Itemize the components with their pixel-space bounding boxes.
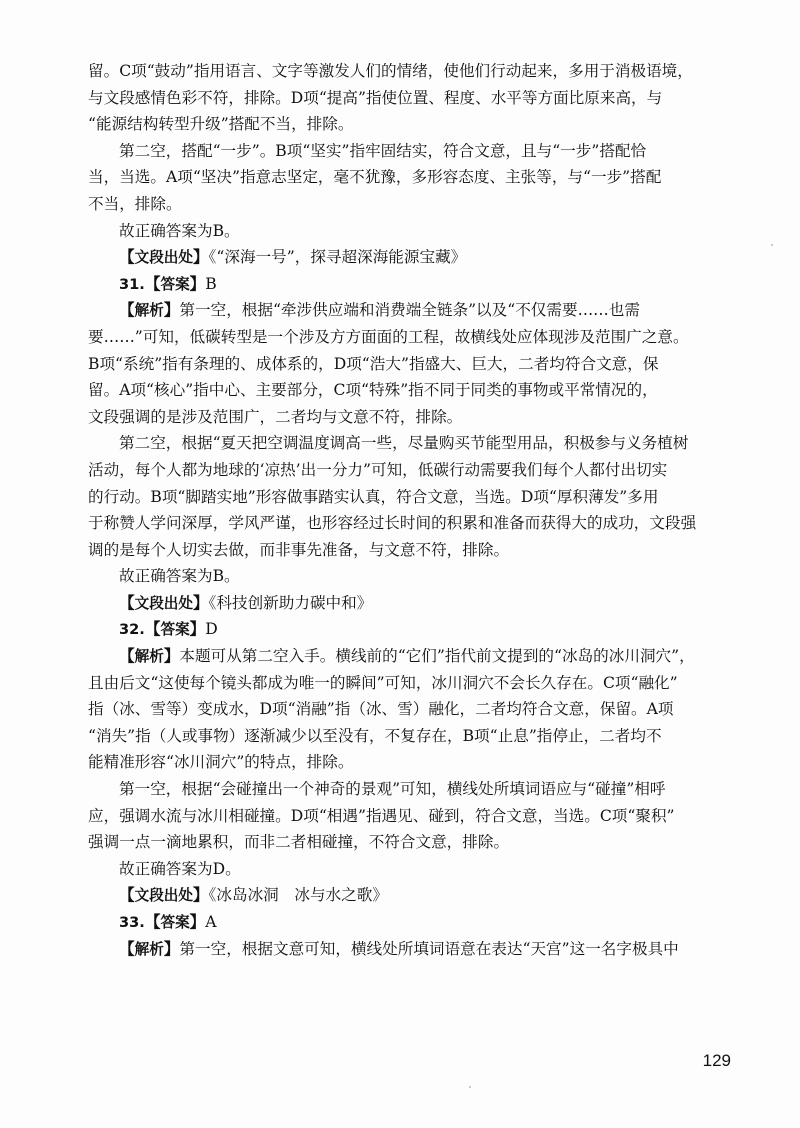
analysis-line-31: [88, 297, 716, 324]
answer-line-32: [88, 616, 716, 643]
source-title: 《科技创新助力碳中和》: [208, 593, 373, 612]
body-text: [88, 58, 716, 962]
text-line: “能源结构转型升级”搭配不当，排除。: [88, 115, 354, 134]
close-bracket: 】: [163, 647, 180, 666]
source-label: 文段出处: [134, 249, 193, 267]
answer-value: A: [205, 913, 217, 931]
text-line: 故正确答案为B。: [119, 567, 240, 586]
analysis-label: 解析: [134, 648, 164, 666]
answer-line-33: [88, 909, 716, 936]
text-line: 与文段感情色彩不符，排除。D项“提高”指使位置、程度、水平等方面比原来高，与: [88, 88, 663, 107]
text-line: 活动，每个人都为地球的‘凉热’出一分力”可知，低碳行动需要我们每个人都付出切实: [88, 460, 668, 479]
text-line: 文段强调的是涉及范围广，二者均与文意不符，排除。: [88, 407, 463, 426]
text-line: 故正确答案为B。: [119, 221, 240, 240]
text-line: 的行动。B项“脚踏实地”形容做事踏实认真，符合文意，当选。D项“厚积薄发”多用: [88, 487, 659, 506]
text-line: 能精准形容“冰川洞穴”的特点，排除。: [88, 753, 354, 772]
open-bracket: 【: [119, 301, 135, 320]
close-bracket: 】: [189, 620, 206, 639]
text-line: 且由后文“这使每个镜头都成为唯一的瞬间”可知，冰川洞穴不会长久存在。C项“融化”: [88, 673, 678, 692]
answer-value: B: [205, 274, 217, 293]
analysis-label: 解析: [134, 940, 164, 958]
text-line: B项“系统”指有条理的、成体系的，D项“浩大”指盛大、巨大，二者均符合文意，保: [88, 354, 659, 373]
close-bracket: 】: [189, 913, 206, 931]
answer-label: 答案: [160, 275, 190, 293]
text-line: 指（冰、雪等）变成水，D项“消融”指（冰、雪）融化，二者均符合文意，保留。A项: [88, 700, 674, 719]
source-line-30: [88, 244, 716, 271]
analysis-text: 本题可从第二空入手。横线前的“它们”指代前文提到的“冰岛的冰川洞穴”，: [179, 647, 695, 666]
text-line: 留。A项“核心”指中心、主要部分，C项“特殊”指不同于同类的事物或平常情况的，: [88, 381, 658, 400]
close-bracket: 】: [193, 248, 209, 267]
source-title: 《冰岛冰洞 冰与水之歌》: [208, 886, 388, 905]
answer-label: 答案: [160, 914, 190, 931]
text-line: 强调一点一滴地累积，而非二者相碰撞，不符合文意，排除。: [88, 833, 510, 852]
source-label: 文段出处: [134, 594, 193, 612]
question-number: 31.: [119, 275, 145, 293]
open-bracket: 【: [144, 274, 161, 293]
text-line: 于称赞人学问深厚，学风严谨，也形容经过长时间的积累和准备而获得大的成功，文段强: [88, 514, 697, 533]
text-line: “消失”指（人或事物）逐渐减少以至没有，不复存在，B项“止息”指停止，二者均不: [88, 726, 662, 745]
analysis-line-33: [88, 936, 716, 963]
scan-speck: [771, 244, 773, 246]
answer-value: D: [205, 620, 218, 639]
text-line: 留。C项“鼓动”指用语言、文字等激发人们的情绪，使他们行动起来，多用于消极语境，: [88, 62, 693, 80]
close-bracket: 】: [163, 939, 180, 958]
close-bracket: 】: [189, 274, 206, 293]
source-label: 文段出处: [134, 887, 193, 905]
text-line: 不当，排除。: [88, 194, 182, 213]
text-line: 故正确答案为D。: [119, 859, 241, 878]
answer-label: 答案: [160, 621, 190, 639]
open-bracket: 【: [144, 913, 161, 931]
analysis-line-32: [88, 643, 716, 670]
text-line: 要……”可知，低碳转型是一个涉及方方面面的工程，故横线处应体现涉及范围广之意。: [88, 327, 689, 346]
open-bracket: 【: [119, 886, 135, 905]
text-line: 第一空，根据“会碰撞出一个神奇的景观”可知，横线处所填词语应与“碰撞”相呼: [119, 780, 666, 799]
text-line: 调的是每个人切实去做，而非事先准备，与文意不符，排除。: [88, 540, 510, 559]
close-bracket: 】: [193, 886, 209, 905]
open-bracket: 【: [119, 939, 135, 958]
close-bracket: 】: [193, 593, 209, 612]
open-bracket: 【: [119, 593, 135, 612]
open-bracket: 【: [119, 248, 135, 267]
source-line-31: [88, 590, 716, 617]
page-number: 129: [702, 1051, 731, 1070]
source-title: 《“深海一号”，探寻超深海能源宝藏》: [208, 248, 467, 267]
question-number: 32.: [119, 621, 145, 639]
open-bracket: 【: [144, 620, 161, 639]
source-line-32: [88, 882, 716, 909]
close-bracket: 】: [163, 301, 180, 320]
analysis-label: 解析: [134, 302, 164, 320]
open-bracket: 【: [119, 647, 135, 666]
analysis-text: 第一空，根据“牵涉供应端和消费端全链条”以及“不仅需要……也需: [179, 301, 640, 320]
text-line: 当，当选。A项“坚决”指意志坚定，毫不犹豫，多形容态度、主张等，与“一步”搭配: [88, 168, 662, 187]
text-line: 第二空，搭配“一步”。B项“坚实”指牢固结实，符合文意，且与“一步”搭配恰: [119, 141, 647, 160]
text-line: 应，强调水流与冰川相碰撞。D项“相遇”指遇见、碰到，符合文意，当选。C项“聚积”: [88, 806, 675, 825]
analysis-text: 第一空，根据文意可知，横线处所填词语意在表达“天宫”这一名字极具中: [179, 939, 679, 958]
question-number: 33.: [119, 914, 145, 931]
scan-speck: [469, 1086, 471, 1088]
text-line: 第二空，根据“夏天把空调温度调高一些，尽量购买节能型用品，积极参与义务植树: [119, 434, 689, 453]
answer-line-31: [88, 271, 716, 298]
